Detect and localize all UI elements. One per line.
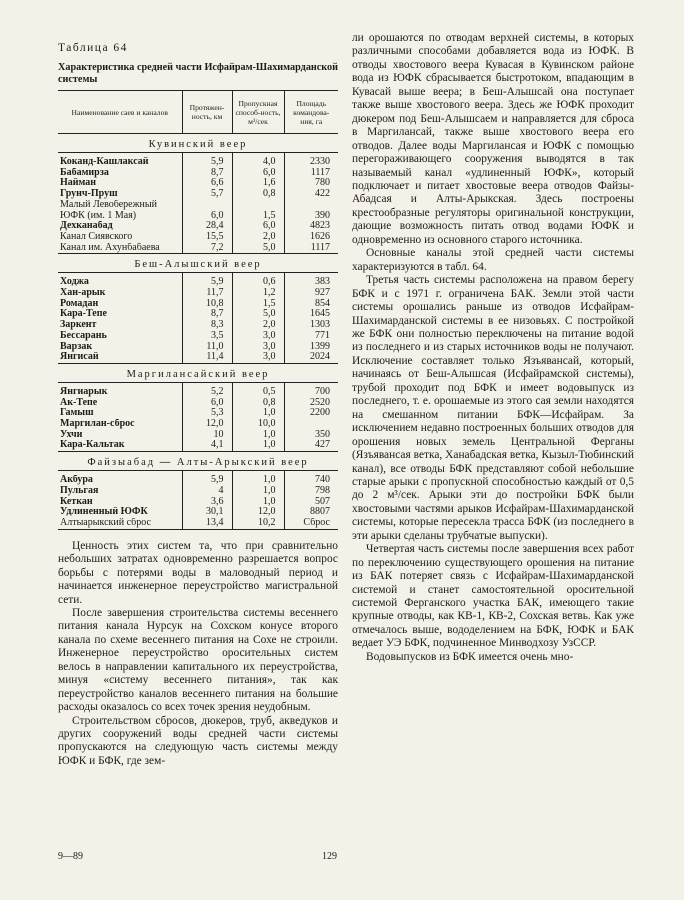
cell-name: Заркент	[60, 320, 97, 331]
cell-name: Акбура	[60, 475, 93, 486]
canals-table	[58, 90, 338, 530]
paragraph	[58, 715, 338, 769]
cell-length: 5,2	[182, 387, 232, 398]
cell-area	[284, 200, 338, 211]
cell-capacity: 1,0	[232, 475, 284, 486]
cell-area: 771	[284, 331, 338, 342]
cell-length: 7,2	[182, 243, 232, 254]
paragraph	[352, 274, 634, 543]
paragraph	[352, 543, 634, 651]
cell-name: Коканд-Кашлаксай	[60, 157, 149, 167]
cell-length: 30,1	[182, 507, 232, 518]
cell-name: Малый Левобережный	[60, 199, 157, 210]
cell-length: 15,5	[182, 232, 232, 243]
cell-capacity: 10,2	[232, 518, 284, 529]
cell-name: Янгиарык	[60, 386, 108, 397]
table-row	[58, 475, 338, 486]
paragraph-text: После завершения строительства системы весеннего питания канала Нурсук на Сохском конусе второго канала по схеме весеннего питания на Сохе не строили. Инженерное переустройство оросительных систем велось в направлении капитального их переустройства, минуя «систему весеннего питания», так как переустройство каналов весеннего питания на большие расходы оказалось со всех точек зрения неудобным.	[58, 606, 338, 714]
cell-capacity: 1,6	[232, 178, 284, 189]
cell-area: 2024	[284, 352, 338, 363]
table-row	[58, 342, 338, 353]
cell-length: 4	[182, 486, 232, 497]
paragraph-text: Ценность этих систем та, что при сравнительно небольших затратах одновременно разрешается вопрос борьбы с потерями воды в маловодный период и начинается инженерное переустройство магистральной сети.	[58, 539, 338, 606]
cell-length: 3,5	[182, 331, 232, 342]
cell-capacity: 0,5	[232, 387, 284, 398]
cell-name: Бессарань	[60, 330, 107, 341]
table-row	[58, 200, 338, 211]
cell-name: Пульгая	[60, 485, 99, 496]
cell-capacity: 2,0	[232, 320, 284, 331]
table-row	[58, 440, 338, 451]
cell-length: 4,1	[182, 440, 232, 451]
cell-area: 2200	[284, 408, 338, 419]
paragraph	[58, 540, 338, 607]
table-row	[58, 232, 338, 243]
table-row	[58, 243, 338, 254]
cell-name: Алтыарыкский сброс	[58, 518, 182, 529]
cell-capacity: 6,0	[232, 168, 284, 179]
cell-length: 3,6	[182, 497, 232, 508]
cell-area: 1117	[284, 168, 338, 179]
cell-length: 11,0	[182, 342, 232, 353]
cell-area: 390	[284, 211, 338, 222]
cell-area	[284, 419, 338, 430]
paragraph	[58, 607, 338, 715]
cell-capacity: 1,5	[232, 299, 284, 310]
cell-name: Канал им. Ахунбабаева	[58, 243, 182, 254]
cell-capacity: 10,0	[232, 419, 284, 430]
cell-capacity: 0,6	[232, 277, 284, 288]
cell-length: 6,0	[182, 398, 232, 409]
cell-name: Найман	[60, 178, 97, 189]
cell-length: 11,4	[182, 352, 232, 363]
group-title: Кувинский веер	[58, 134, 338, 153]
header-capacity: Пропускная способ-ность, м³/сек	[232, 91, 284, 134]
cell-area: 780	[284, 178, 338, 189]
cell-capacity: 2,0	[232, 232, 284, 243]
header-length: Протяжен-ность, км	[182, 91, 232, 134]
paragraph	[352, 247, 634, 274]
left-column	[58, 32, 338, 768]
cell-capacity: 3,0	[232, 342, 284, 353]
cell-name: Варзак	[60, 341, 93, 352]
table-row	[58, 189, 338, 200]
table-row	[58, 211, 338, 222]
group-title	[58, 452, 338, 471]
cell-name: Маргилан-сброс	[60, 419, 135, 430]
cell-capacity: 3,0	[232, 331, 284, 342]
paragraph-text: Третья часть системы расположена на правом берегу БФК и с 1971 г. ограничена БАК. Земли этой части системы орошались раньше из отводов Исфайрам-Шахимарданской системы в ее низовьях. С постройкой же БФК они полностью переключены на питание водой из последнего и из старых источников воды не получают. Исключение составляет только Язъявансай, который, начинаясь от Беш-Алышсая (Исфайрамской системы), трубой проходит под БФК и имеет водовыпуск из последнего, т. е. орошаемые из этого сая земли находятся на смешанном питании БФК—Исфайрам. За исключением недавно построенных больших отводов для орошения новых земель Центральной Ферганы (Язъявансая ветка, Ханабадская ветка, Кызыл-Тюбинский канал), все отводы БФК представляют собой небольшие старые арыки с пропускной способностью каждый от 0,5 до 2 м³/сек. Арыки эти до постройки БФК были хвостовыми частями арыков Исфайрам-Шахимарданской системы, которые пересекла трасса БФК (из последнего в эти арыки сделаны трубчатые выпуски).	[352, 274, 634, 542]
cell-capacity: 1,0	[232, 486, 284, 497]
cell-area: Сброс	[284, 518, 338, 529]
cell-capacity: 6,0	[232, 221, 284, 232]
cell-area: 1303	[284, 320, 338, 331]
cell-length: 6,6	[182, 178, 232, 189]
table-row	[58, 331, 338, 342]
table-body	[58, 134, 338, 530]
table-row	[58, 507, 338, 518]
cell-area: 1399	[284, 342, 338, 353]
cell-length: 5,9	[182, 475, 232, 486]
group-title: Беш-Алышский веер	[58, 254, 338, 273]
cell-length: 5,7	[182, 189, 232, 200]
group-title-part-a: Файзыабад	[87, 457, 156, 469]
cell-area: 422	[284, 189, 338, 200]
cell-capacity: 12,0	[232, 507, 284, 518]
group-header-row	[58, 254, 338, 273]
page-number: 129	[322, 851, 337, 862]
cell-length: 11,7	[182, 288, 232, 299]
cell-name: Янгисай	[58, 352, 182, 363]
cell-name: Хан-арык	[60, 288, 106, 299]
cell-capacity	[232, 200, 284, 211]
cell-name: Ходжа	[60, 277, 89, 288]
cell-area: 740	[284, 475, 338, 486]
cell-capacity: 4,0	[232, 157, 284, 168]
cell-name: Дехканабад	[60, 221, 113, 232]
cell-area: 4823	[284, 221, 338, 232]
cell-name: Удлиненный ЮФК	[60, 507, 148, 518]
cell-area: 1626	[284, 232, 338, 243]
table-row	[58, 419, 338, 430]
cell-capacity: 0,8	[232, 398, 284, 409]
right-column	[352, 32, 634, 664]
table-row	[58, 178, 338, 189]
cell-length	[182, 200, 232, 211]
table-row	[58, 430, 338, 441]
cell-length: 6,0	[182, 211, 232, 222]
cell-area: 1117	[284, 243, 338, 254]
cell-length: 8,3	[182, 320, 232, 331]
cell-area: 854	[284, 299, 338, 310]
table-row	[58, 486, 338, 497]
cell-area: 700	[284, 387, 338, 398]
paragraph-text: Основные каналы этой средней части системы характеризуются в табл. 64.	[352, 247, 634, 273]
group-header-row	[58, 452, 338, 471]
cell-area: 427	[284, 440, 338, 451]
cell-capacity: 0,8	[232, 189, 284, 200]
cell-area: 927	[284, 288, 338, 299]
cell-length: 12,0	[182, 419, 232, 430]
cell-name: Гамыш	[60, 408, 94, 419]
table-row	[58, 408, 338, 419]
cell-area: 507	[284, 497, 338, 508]
group-header-row	[58, 134, 338, 153]
cell-name: Ромадан	[60, 298, 99, 309]
cell-length: 28,4	[182, 221, 232, 232]
cell-name: Кеткан	[60, 496, 93, 507]
cell-name: Грунч-Пруш	[60, 189, 118, 200]
cell-name: Ухчи	[60, 429, 83, 440]
cell-length: 10,8	[182, 299, 232, 310]
header-area: Площадь командова-ния, га	[284, 91, 338, 134]
group-header-row	[58, 363, 338, 382]
cell-area: 350	[284, 430, 338, 441]
cell-capacity: 1,0	[232, 408, 284, 419]
cell-name: Кара-Кальтак	[58, 440, 182, 451]
cell-name: Бабамирза	[60, 167, 109, 178]
table-row	[58, 221, 338, 232]
table-title: Характеристика средней части Исфайрам-Шахимарданской системы	[58, 62, 338, 85]
paragraph	[352, 32, 634, 247]
paragraph-text: Строительством сбросов, дюкеров, труб, акведуков и других сооружений воды средней части системы пропускаются на следующую часть системы между ЮФК и БФК, где зем-	[58, 714, 338, 767]
cell-length: 8,7	[182, 309, 232, 320]
left-text-block	[58, 540, 338, 769]
printer-signature: 9—89	[58, 851, 83, 862]
cell-capacity: 1,0	[232, 430, 284, 441]
cell-capacity: 3,0	[232, 352, 284, 363]
table-row	[58, 352, 338, 363]
table-row	[58, 157, 338, 168]
cell-length: 5,9	[182, 277, 232, 288]
cell-name: Кара-Тепе	[60, 309, 107, 320]
table-row	[58, 309, 338, 320]
paragraph-text: Четвертая часть системы после завершения всех работ по переключению существующего орошения на питание из БАК потеряет связь с Исфайрам-Шахимарданской системой и станет самостоятельной оросительной системой Ферганского участка БАК, имеющего такие крупные отводы, как КВ-1, КВ-2, Сохская ветвь. Как уже отмечалось выше, вододелением на БФК, ЮФК и БАК ведает УЭ БФК, подчиненное Минводхозу УзССР.	[352, 543, 634, 650]
cell-capacity: 1,2	[232, 288, 284, 299]
cell-length: 13,4	[182, 518, 232, 529]
table-header-row	[58, 91, 338, 134]
cell-name: Канал Сиявского	[60, 231, 133, 242]
cell-capacity: 1,0	[232, 440, 284, 451]
cell-capacity: 1,5	[232, 211, 284, 222]
group-title: Маргилансайский веер	[58, 363, 338, 382]
cell-area: 798	[284, 486, 338, 497]
cell-area: 8807	[284, 507, 338, 518]
cell-name: ЮФК (им. 1 Мая)	[60, 210, 137, 221]
cell-length: 8,7	[182, 168, 232, 179]
paragraph	[352, 651, 634, 664]
cell-area: 1645	[284, 309, 338, 320]
right-text-block	[352, 32, 634, 664]
table-row	[58, 518, 338, 529]
paragraph-text: ли орошаются по отводам верхней системы, в которых различными способами добавляется вода из ЮФК. В отводы хвостового веера Кувасая в Кувинском районе вода из ЮФК сбрасывается быстротоком, впадающим в Кувасай выше веера; в Беш-Алышсай она поступает также выше хвостового веера. Здесь же ЮФК проходит дюкером под Беш-Алышсаем и направляется для сброса в Маргилансай, также выше хвостового веера его отводов. Далее воды Маргилансая и ЮФК с помощью перегораживающего сооружения выводятся в так называемый канал «удлиненный ЮФК», который подключает и питает хвостовые веера отводов Файзы-Абадсая и Алты-Арыкская. Здесь построены крестообразные регуляторы оригинальной конструкции, дающие возможность питать отвод водами ЮФК и одновременно из основного старого источника.	[352, 32, 634, 246]
table-row	[58, 497, 338, 508]
cell-area: 383	[284, 277, 338, 288]
header-name: Наименование саев и каналов	[58, 91, 182, 134]
cell-length: 5,9	[182, 157, 232, 168]
table-row	[58, 387, 338, 398]
group-title-separator: —	[155, 457, 177, 469]
cell-area: 2520	[284, 398, 338, 409]
paragraph-text: Водовыпусков из БФК имеется очень мно-	[366, 650, 574, 663]
cell-length: 10	[182, 430, 232, 441]
table-row	[58, 277, 338, 288]
table-caption: Таблица 64	[58, 42, 128, 54]
cell-name: Ак-Тепе	[60, 397, 98, 408]
table-row	[58, 299, 338, 310]
table-row	[58, 398, 338, 409]
cell-length: 5,3	[182, 408, 232, 419]
table-row	[58, 288, 338, 299]
cell-capacity: 5,0	[232, 309, 284, 320]
table-row	[58, 168, 338, 179]
cell-capacity: 5,0	[232, 243, 284, 254]
cell-capacity: 1,0	[232, 497, 284, 508]
table-row	[58, 320, 338, 331]
group-title-part-b: Алты-Арыкский веер	[176, 457, 309, 469]
cell-area: 2330	[284, 157, 338, 168]
